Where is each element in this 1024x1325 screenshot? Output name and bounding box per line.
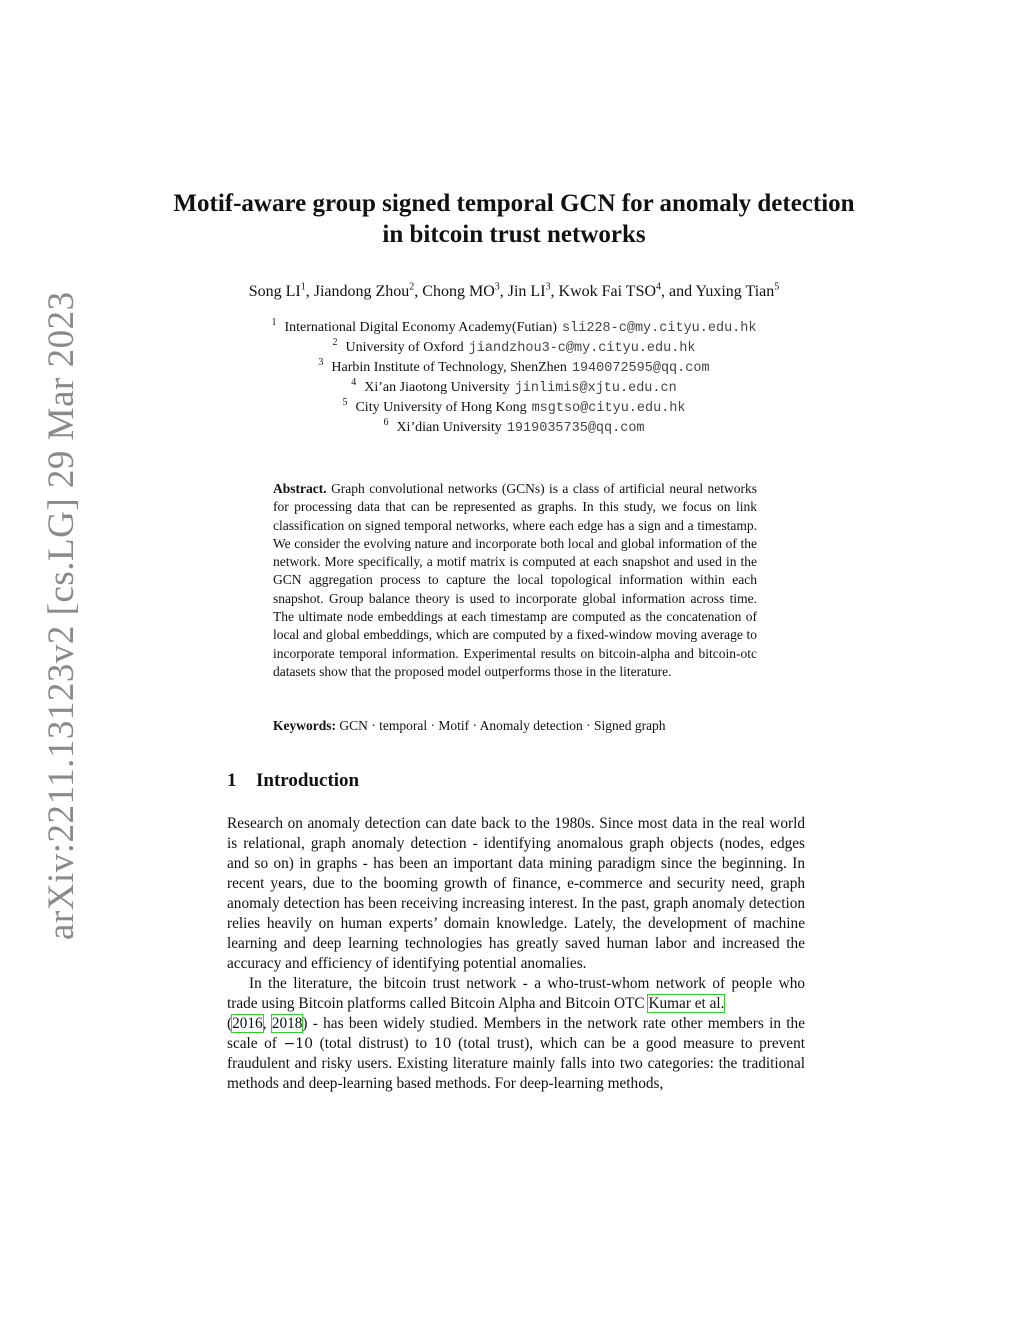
paper-title: Motif-aware group signed temporal GCN for anomaly detection in bitcoin trust networks (173, 190, 855, 248)
author-name: Jiandong Zhou (313, 283, 410, 300)
math-ten: 10 (433, 1036, 452, 1052)
author-separator: , and (661, 283, 696, 300)
keywords-text: GCN · temporal · Motif · Anomaly detection · Signed graph (339, 718, 666, 733)
author-affiliation-mark: 3 (545, 281, 551, 293)
keywords (273, 718, 757, 734)
citation-separator: , (262, 1015, 272, 1032)
author-affiliation-mark: 5 (774, 281, 780, 293)
author-separator: , (499, 283, 508, 300)
affiliation-name: City University of Hong Kong (355, 400, 527, 415)
author-separator: , (414, 283, 423, 300)
author-name: Yuxing Tian (695, 283, 775, 300)
affiliation-name: University of Oxford (345, 340, 464, 355)
paragraph-2-text-b: ) - has been widely studied. Members in the network rate other members in the scale of (227, 1015, 805, 1052)
affiliation-email[interactable]: 1940072595@qq.com (571, 361, 710, 376)
paragraph-2-text-c: (total distrust) to (313, 1035, 434, 1052)
affiliation-line (160, 318, 868, 338)
affiliation-line (160, 398, 868, 418)
affiliation-number: 5 (342, 397, 348, 409)
affiliation-number: 6 (383, 417, 389, 429)
paragraph-2 (227, 974, 805, 1094)
affiliation-email[interactable]: jinlimis@xjtu.edu.cn (514, 381, 677, 396)
section-title: Introduction (256, 770, 360, 791)
author-list (160, 283, 868, 301)
affiliation-email[interactable]: sli228-c@my.cityu.edu.hk (562, 321, 757, 336)
author-affiliation-mark: 4 (656, 281, 662, 293)
affiliation-name: Harbin Institute of Technology, ShenZhen (331, 360, 567, 375)
citation-link-kumar[interactable]: Kumar et al. (648, 995, 725, 1012)
affiliation-line (160, 358, 868, 378)
affiliation-email[interactable]: 1919035735@qq.com (506, 421, 645, 436)
affiliation-number: 4 (351, 377, 357, 389)
paragraph-1: Research on anomaly detection can date back to the 1980s. Since most data in the real world is relational, graph anomaly detection - identifying anomalous graph objects (nodes, edges and so on) in graphs - has been an important data mining paradigm since the beginning. In recent years, due to the booming growth of finance, e-commerce and security need, graph anomaly detection has been receiving increasing interest. In the past, graph anomaly detection relies heavily on human experts’ domain knowledge. Lately, the development of machine learning and deep learning technologies has greatly saved human labor and increased the accuracy and efficiency of identifying potential anomalies. (227, 815, 805, 972)
affiliation-email[interactable]: msgtso@cityu.edu.hk (531, 401, 686, 416)
affiliation-email[interactable]: jiandzhou3-c@my.cityu.edu.hk (468, 341, 696, 356)
author-name: Song LI (248, 283, 301, 300)
affiliation-line (160, 338, 868, 358)
author-name: Jin LI (507, 283, 546, 300)
affiliation-name: Xi’an Jiaotong University (364, 380, 510, 395)
affiliation-name: Xi’dian University (396, 420, 502, 435)
paragraph-2-text-d: (total trust), which can be a good measure to prevent fraudulent and risky users. Existing literature mainly falls into two categories: the traditional methods and deep-learning based methods. For deep-learning methods, (227, 1035, 805, 1092)
affiliation-number: 3 (318, 357, 324, 369)
arxiv-stamp: arXiv:2211.13123v2 [cs.LG] 29 Mar 2023 (41, 291, 82, 940)
section-number: 1 (227, 770, 237, 791)
abstract (273, 480, 757, 681)
keywords-label: Keywords: (273, 718, 336, 733)
author-affiliation-mark: 1 (300, 281, 306, 293)
affiliation-number: 2 (332, 337, 338, 349)
math-minus-ten: −10 (283, 1036, 314, 1052)
paragraph-2-text-a: In the literature, the bitcoin trust network - a who-trust-whom network of people who trade using Bitcoin platforms called Bitcoin Alpha and Bitcoin OTC (227, 975, 805, 1012)
citation-link-2016[interactable]: 2016 (232, 1015, 263, 1032)
author-separator: , (550, 283, 559, 300)
section-heading (227, 770, 359, 792)
affiliation-line (160, 418, 868, 438)
author-name: Chong MO (422, 283, 495, 300)
author-affiliation-mark: 2 (409, 281, 415, 293)
abstract-text: Graph convolutional networks (GCNs) is a class of artificial neural networks for processing data that can be represented as graphs. In this study, we focus on link classification on signed temporal networks, where each edge has a sign and a timestamp. We consider the evolving nature and incorporate both local and global information of the network. More specifically, a motif matrix is computed at each snapshot and used in the GCN aggregation process to capture the local topological information within each snapshot. Group balance theory is used to incorporate global information across time. The ultimate node embeddings at each timestamp are computed as the concatenation of local and global embeddings, which are computed by a fixed-window moving average to incorporate temporal information. Experimental results on bitcoin-alpha and bitcoin-otc datasets show that the proposed model outperforms those in the literature. (273, 481, 758, 679)
author-affiliation-mark: 3 (494, 281, 500, 293)
paren: ( (227, 1015, 233, 1032)
author-separator: , (305, 283, 314, 300)
affiliation-line (160, 378, 868, 398)
affiliation-number: 1 (271, 317, 277, 329)
author-name: Kwok Fai TSO (558, 283, 657, 300)
body-text (227, 814, 805, 1094)
abstract-label: Abstract. (273, 481, 327, 496)
affiliation-list (160, 318, 868, 438)
affiliation-name: International Digital Economy Academy(Futian) (284, 320, 558, 335)
citation-link-2018[interactable]: 2018 (271, 1015, 303, 1032)
